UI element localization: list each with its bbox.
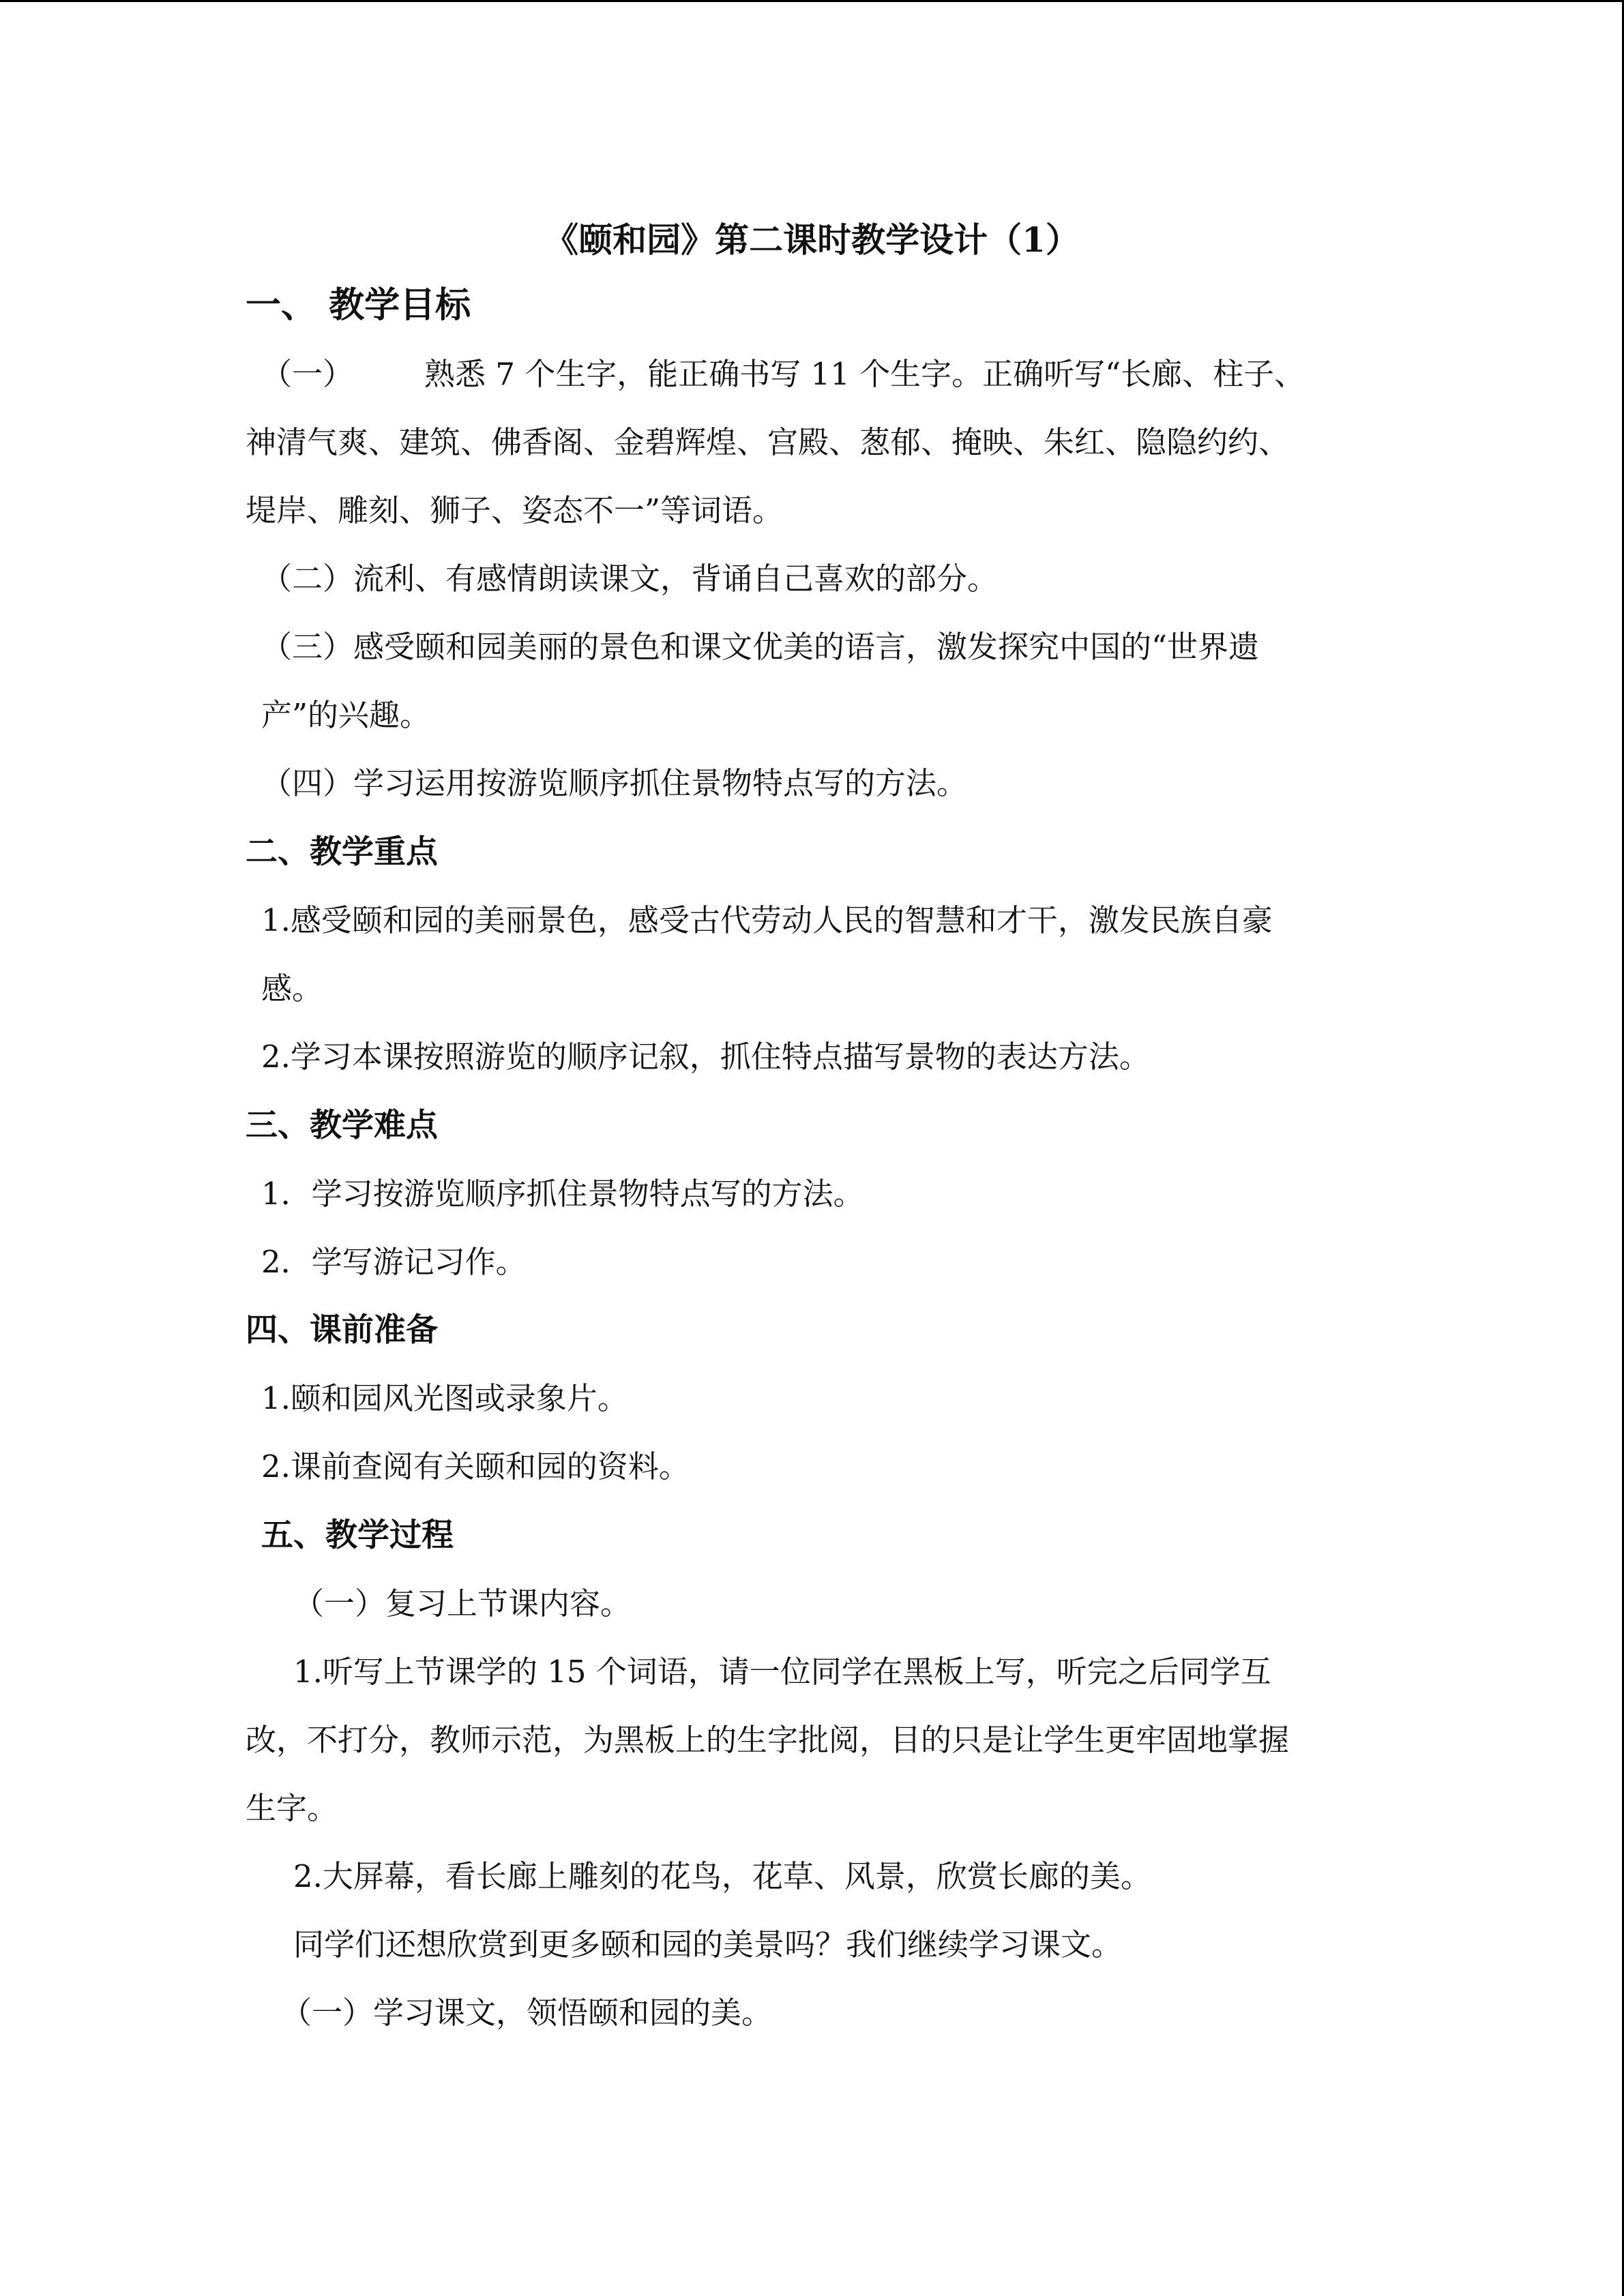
document-title: 《颐和园》第二课时教学设计（1） xyxy=(544,220,1080,260)
preparation-line-1: 1.颐和园风光图或录象片。 xyxy=(261,1380,628,1416)
objective-label-1: （一） xyxy=(261,356,354,392)
key-point-line-1: 1.感受颐和园的美丽景色，感受古代劳动人民的智慧和才干，激发民族自豪 xyxy=(261,902,1273,938)
section-heading-process: 五、教学过程 xyxy=(261,1517,454,1554)
objective-line-5: （三）感受颐和园美丽的景色和课文优美的语言，激发探究中国的“世界遗 xyxy=(261,629,1260,665)
objective-line-4: （二）流利、有感情朗读课文，背诵自己喜欢的部分。 xyxy=(261,561,999,597)
section-heading-key-points: 二、教学重点 xyxy=(246,833,438,871)
objective-line-6: 产”的兴趣。 xyxy=(261,697,431,733)
objective-line-2: 神清气爽、建筑、佛香阁、金碧辉煌、宫殿、葱郁、掩映、朱红、隐隐约约、 xyxy=(246,424,1290,460)
section-heading-preparation: 四、课前准备 xyxy=(246,1311,438,1349)
preparation-line-2: 2.课前查阅有关颐和园的资料。 xyxy=(261,1448,690,1485)
process-line-4: 生字。 xyxy=(246,1790,338,1826)
objective-text-1: 熟悉 7 个生字，能正确书写 11 个生字。正确听写“长廊、柱子、 xyxy=(424,356,1305,392)
process-line-5: 2.大屏幕，看长廊上雕刻的花鸟，花草、风景，欣赏长廊的美。 xyxy=(293,1858,1151,1894)
section-heading-difficulties: 三、教学难点 xyxy=(246,1107,438,1144)
process-line-2: 1.听写上节课学的 15 个词语，请一位同学在黑板上写，听完之后同学互 xyxy=(293,1654,1271,1690)
process-line-3: 改，不打分，教师示范，为黑板上的生字批阅，目的只是让学生更牢固地掌握 xyxy=(246,1722,1290,1758)
objective-line-3: 堤岸、雕刻、狮子、姿态不一”等词语。 xyxy=(246,492,784,528)
process-line-1: （一）复习上节课内容。 xyxy=(293,1585,632,1622)
key-point-line-3: 2.学习本课按照游览的顺序记叙，抓住特点描写景物的表达方法。 xyxy=(261,1039,1150,1075)
difficulty-line-2: 2．学写游记习作。 xyxy=(261,1244,527,1280)
process-line-6: 同学们还想欣赏到更多颐和园的美景吗？我们继续学习课文。 xyxy=(293,1926,1123,1963)
process-line-7: （一）学习课文，领悟颐和园的美。 xyxy=(281,1995,773,2031)
section-heading-objectives: 一、 教学目标 xyxy=(246,284,471,326)
objective-line-1 xyxy=(261,354,1305,395)
objective-line-7: （四）学习运用按游览顺序抓住景物特点写的方法。 xyxy=(261,765,968,801)
difficulty-line-1: 1．学习按游览顺序抓住景物特点写的方法。 xyxy=(261,1176,864,1212)
page-top-border xyxy=(0,0,1624,2)
key-point-line-2: 感。 xyxy=(261,970,323,1007)
